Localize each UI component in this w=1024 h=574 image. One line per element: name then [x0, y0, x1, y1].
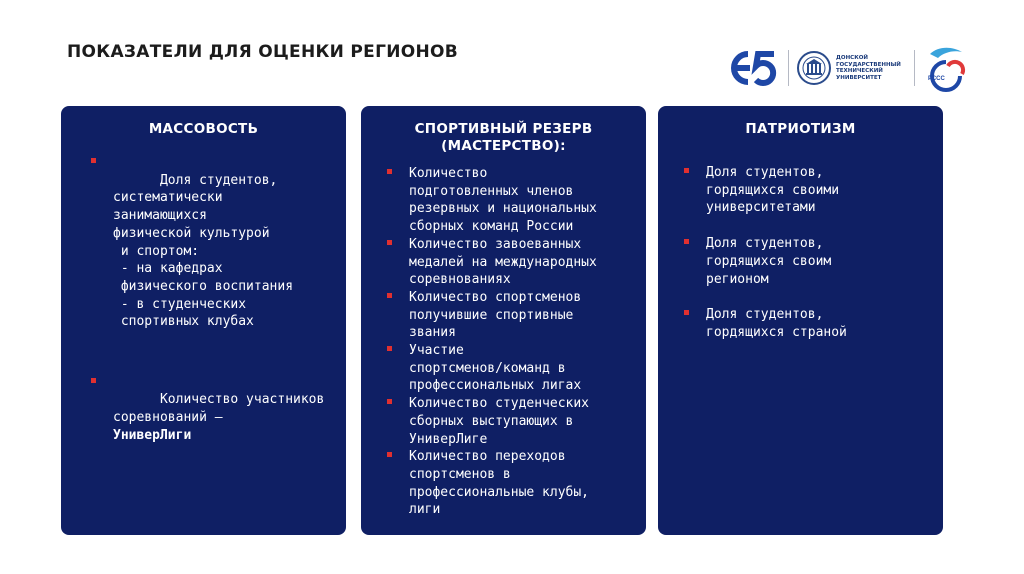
list-item: Доля студентов, гордящихся своими университетами [680, 164, 938, 217]
bullet-icon [387, 399, 392, 404]
list-item: Количество подготовленных членов резервных и национальных сборных команд России [383, 165, 645, 236]
card-heading: ПАТРИОТИЗМ [745, 121, 856, 137]
indicator-list [383, 165, 645, 519]
rsss-logo [924, 44, 968, 92]
list-item: Количество студенческих сборных выступающих в УниверЛиге [383, 395, 645, 448]
bullet-icon [387, 169, 392, 174]
list-item: Количество спортсменов получившие спортивные звания [383, 289, 645, 342]
bullet-icon [387, 240, 392, 245]
bullet-icon [387, 293, 392, 298]
card-heading: СПОРТИВНЫЙ РЕЗЕРВ (МАСТЕРСТВО): [414, 121, 593, 154]
list-item: Доля студентов, гордящихся своим регионом [680, 235, 938, 288]
logo-divider [914, 50, 915, 86]
anniversary-65-logo [726, 48, 780, 88]
list-item: Доля студентов, систематически занимающихся физической культурой и спортом: - на кафедрах физического воспитания - в студенческих спортивных клубах [87, 154, 342, 349]
bullet-icon [387, 452, 392, 457]
bullet-icon [91, 378, 96, 383]
indicator-list [87, 154, 342, 462]
page-title: ПОКАЗАТЕЛИ ДЛЯ ОЦЕНКИ РЕГИОНОВ [67, 42, 459, 62]
univerliga-label: УниверЛиги [113, 427, 192, 443]
card-massovost [61, 106, 346, 535]
list-item: Количество завоеванных медалей на международных соревнованиях [383, 236, 645, 289]
card-sport-reserve [361, 106, 646, 535]
logo-divider [788, 50, 789, 86]
list-item: Доля студентов, гордящихся страной [680, 306, 938, 341]
bullet-icon [684, 239, 689, 244]
bullet-icon [684, 310, 689, 315]
list-item: Количество участников соревнований – УниверЛиги [87, 374, 342, 463]
list-item: Участие спортсменов/команд в профессиональных лигах [383, 342, 645, 395]
dstu-emblem-icon [796, 50, 832, 86]
card-heading: МАССОВОСТЬ [148, 121, 259, 137]
bullet-icon [684, 168, 689, 173]
indicator-list [680, 164, 938, 342]
dstu-name: ДОНСКОЙ ГОСУДАРСТВЕННЫЙ ТЕХНИЧЕСКИЙ УНИВЕРСИТЕТ [836, 55, 901, 81]
list-item: Количество переходов спортсменов в профессиональные клубы, лиги [383, 448, 645, 519]
card-patriotism [658, 106, 943, 535]
rsss-text: РСCС [928, 76, 945, 82]
logo-group [726, 42, 976, 94]
bullet-icon [91, 158, 96, 163]
bullet-icon [387, 346, 392, 351]
